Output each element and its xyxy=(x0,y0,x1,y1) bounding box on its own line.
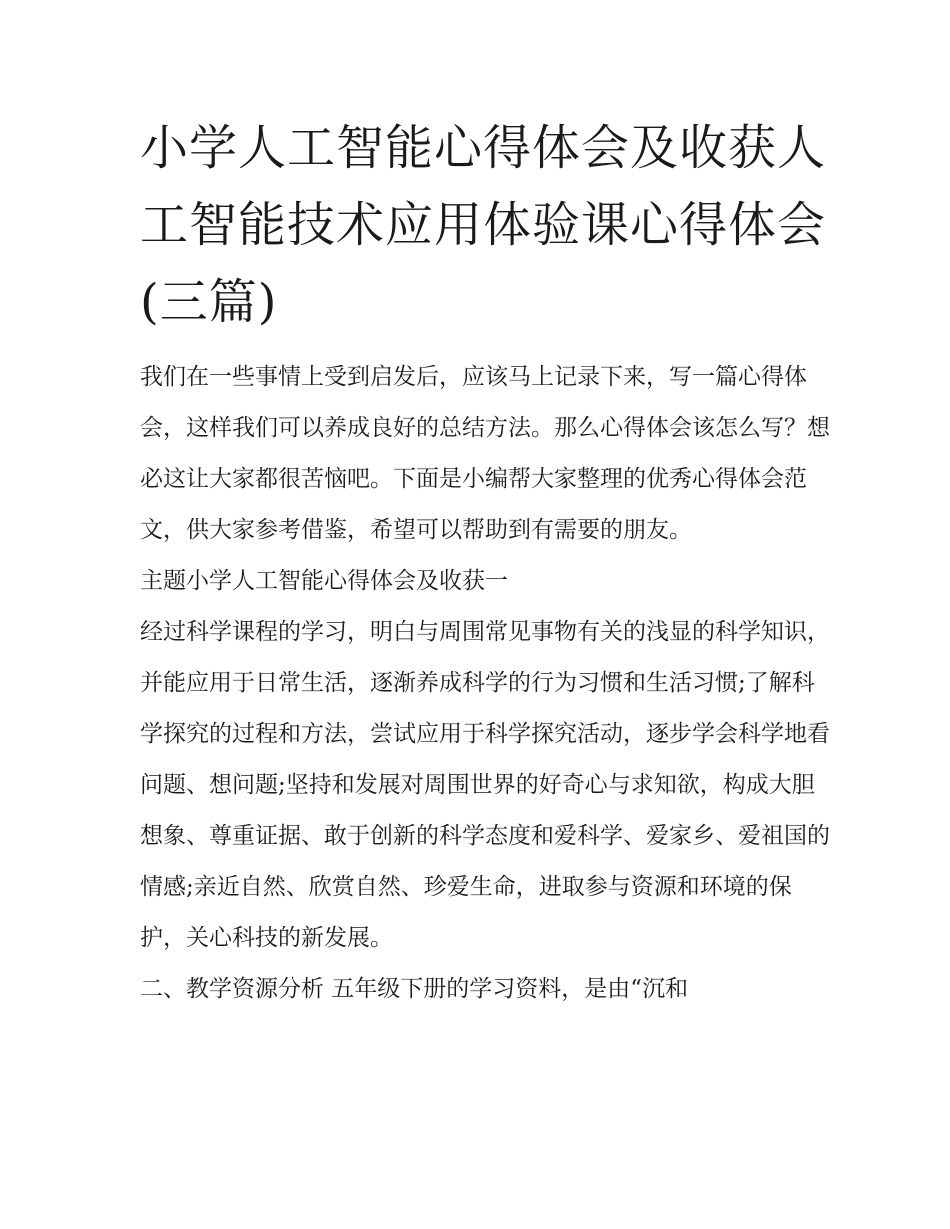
section-heading: 主题小学人工智能心得体会及收获一 xyxy=(140,568,508,594)
section-heading-2: 二、教学资源分析 五年级下册的学习资料，是由“沉和 xyxy=(140,976,689,1002)
body-paragraph: 经过科学课程的学习，明白与周围常见事物有关的浅显的科学知识，并能应用于日常生活，逐渐养成科学的行为习惯和生活习惯;了解科学探究的过程和方法，尝试应用于科学探究活动，逐步学会科学地看问题、想问题;坚持和发展对周围世界的好奇心与求知欲，构成大胆想象、尊重证据、敢于创新的科学态度和爱科学、爱家乡、爱祖国的情感;亲近自然、欣赏自然、珍爱生命，进取参与资源和环境的保护，关心科技的新发展。 xyxy=(140,619,830,951)
intro-paragraph: 我们在一些事情上受到启发后，应该马上记录下来，写一篇心得体会，这样我们可以养成良好的总结方法。那么心得体会该怎么写？想必这让大家都很苦恼吧。下面是小编帮大家整理的优秀心得体会范文，供大家参考借鉴，希望可以帮助到有需要的朋友。 xyxy=(140,364,830,543)
document-title: 小学人工智能心得体会及收获人工智能技术应用体验课心得体会(三篇) xyxy=(140,120,827,330)
document-body xyxy=(140,352,830,1015)
